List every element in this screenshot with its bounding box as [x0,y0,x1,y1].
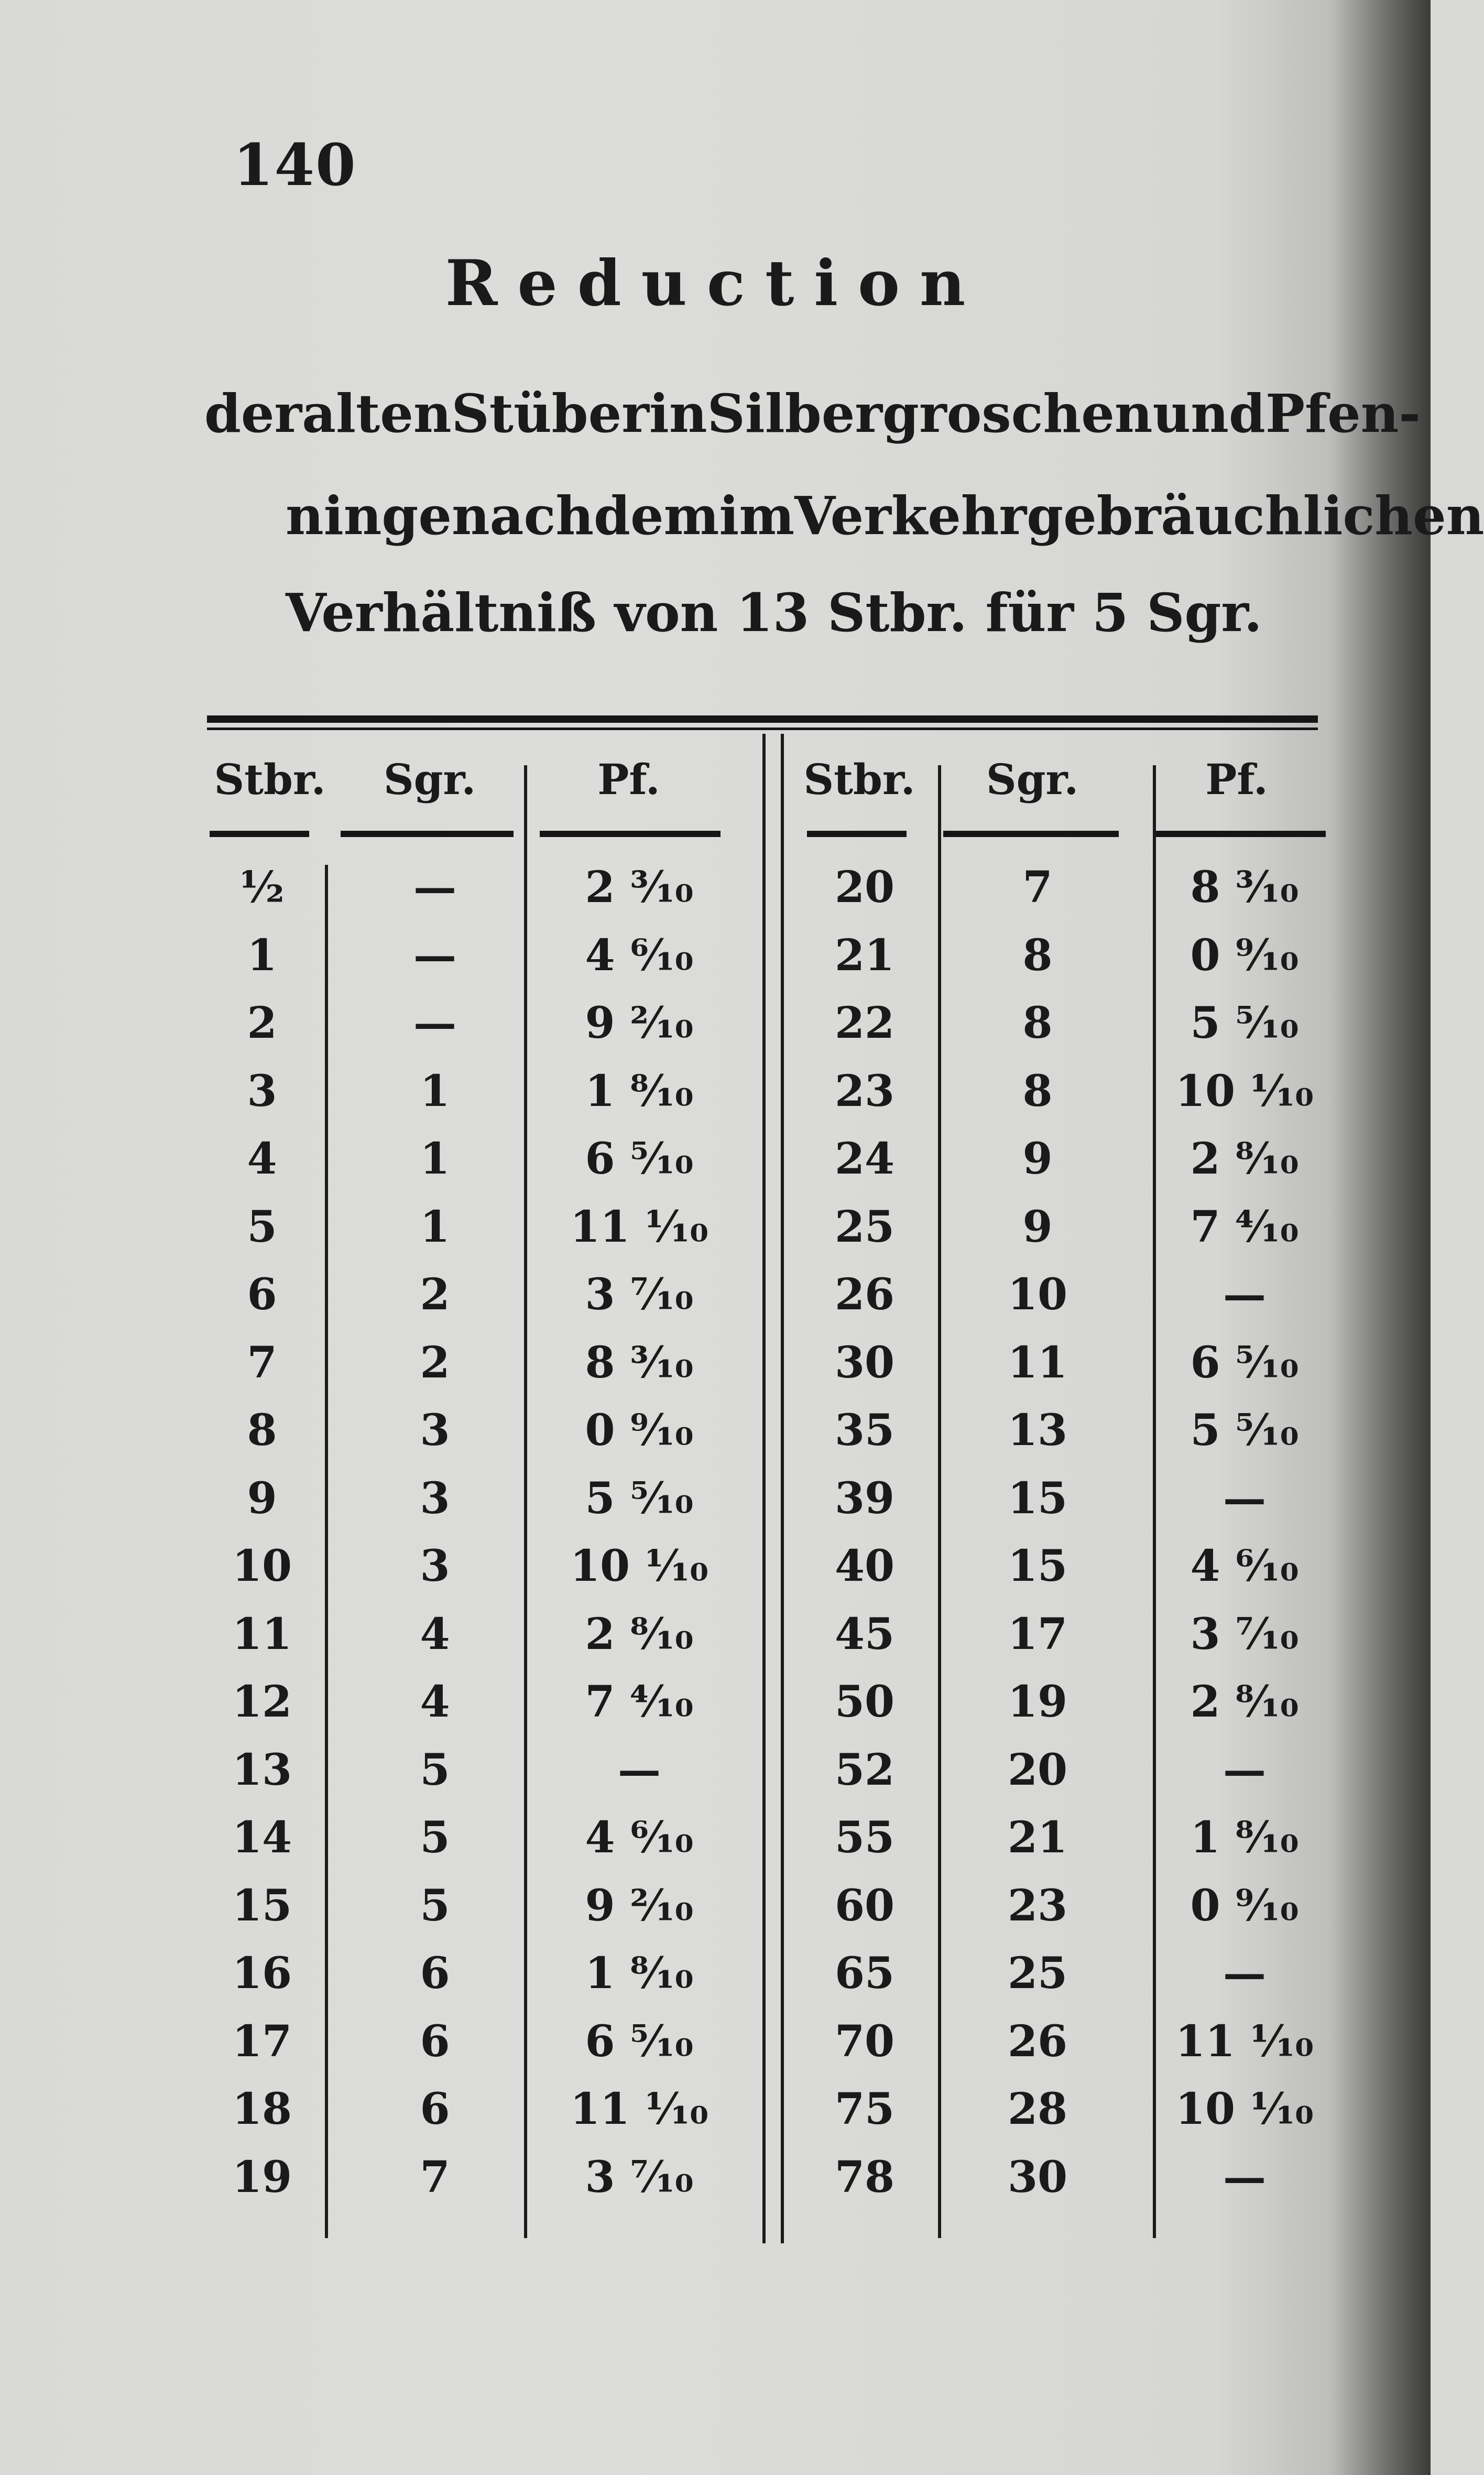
column-divider [325,865,328,2238]
cell-pf: 6 ⁵⁄₁₀ [585,2016,694,2067]
cell-stbr: 12 [232,1677,292,1727]
cell-pf: 0 ⁹⁄₁₀ [585,1405,694,1456]
cell-sgr: 2 [420,1269,450,1320]
cell-stbr: 26 [834,1269,895,1320]
cell-sgr: 1 [420,1134,450,1184]
cell-stbr: 60 [834,1880,895,1931]
cell-pf: 6 ⁵⁄₁₀ [585,1134,694,1184]
cell-stbr: 1 [247,930,277,981]
cell-stbr: 40 [834,1541,895,1591]
cell-pf: 10 ¹⁄₁₀ [1175,2084,1314,2134]
cell-stbr: 25 [834,1201,895,1252]
cell-stbr: 11 [232,1609,292,1659]
page-title: Reduction [445,246,986,320]
cell-stbr: 30 [834,1337,895,1388]
cell-sgr: 20 [1007,1744,1068,1795]
cell-pf: 10 ¹⁄₁₀ [570,1541,709,1591]
cell-pf: 2 ⁸⁄₁₀ [1190,1677,1299,1727]
cell-sgr: 7 [420,2152,450,2202]
column-divider [762,734,766,2243]
cell-sgr: 6 [420,2084,450,2134]
cell-sgr: 9 [1022,1134,1053,1184]
cell-stbr: 52 [834,1744,895,1795]
cell-stbr: 50 [834,1677,895,1727]
cell-sgr: 9 [1022,1201,1053,1252]
cell-stbr: 3 [247,1066,277,1116]
subtitle-text: Verhältniß von 13 Stbr. für 5 Sgr. [286,582,1262,644]
cell-sgr: 17 [1007,1609,1068,1659]
header-rule [807,831,907,837]
cell-sgr: — [413,930,456,981]
cell-pf: 2 ³⁄₁₀ [585,862,694,913]
cell-stbr: 5 [247,1201,277,1252]
table-top-rule-thin [207,728,1318,730]
cell-stbr: 2 [247,998,277,1048]
cell-stbr: 4 [247,1134,277,1184]
header-right-stbr: Stbr. [803,755,915,804]
cell-pf: 4 ⁶⁄₁₀ [585,1812,694,1863]
header-rule [341,831,514,837]
cell-stbr: 20 [834,862,895,913]
subtitle-line-1 [204,383,1421,444]
cell-stbr: 7 [247,1337,277,1388]
cell-sgr: 1 [420,1201,450,1252]
header-rule [540,831,721,837]
cell-stbr: 55 [834,1812,895,1863]
cell-stbr: ½ [239,862,285,913]
cell-stbr: 35 [834,1405,895,1456]
cell-pf: 1 ⁸⁄₁₀ [1190,1812,1299,1863]
column-divider [781,734,784,2243]
column-divider [524,765,527,2238]
cell-pf: 10 ¹⁄₁₀ [1175,1066,1314,1116]
column-divider [1153,765,1156,2238]
cell-stbr: 45 [834,1609,895,1659]
cell-pf: 11 ¹⁄₁₀ [1175,2016,1314,2067]
page-number: 140 [233,131,357,199]
cell-pf: 1 ⁸⁄₁₀ [585,1948,694,1999]
header-rule [943,831,1119,837]
header-rule [210,831,309,837]
subtitle-word: alten [302,383,452,444]
cell-stbr: 15 [232,1880,292,1931]
header-left-sgr: Sgr. [383,755,476,804]
cell-sgr: 28 [1007,2084,1068,2134]
cell-stbr: 8 [247,1405,277,1456]
cell-stbr: 65 [834,1948,895,1999]
cell-sgr: 3 [420,1405,450,1456]
cell-pf: 5 ⁵⁄₁₀ [1190,998,1299,1048]
cell-sgr: 25 [1007,1948,1068,1999]
cell-pf: 5 ⁵⁄₁₀ [585,1473,694,1524]
header-left-stbr: Stbr. [214,755,326,804]
cell-sgr: — [413,998,456,1048]
table-top-rule-thick [207,715,1318,723]
cell-stbr: 14 [232,1812,292,1863]
cell-sgr: 6 [420,2016,450,2067]
cell-sgr: 19 [1007,1677,1068,1727]
cell-stbr: 39 [834,1473,895,1524]
cell-stbr: 13 [232,1744,292,1795]
cell-sgr: 15 [1007,1541,1068,1591]
cell-pf: 0 ⁹⁄₁₀ [1190,930,1299,981]
cell-sgr: 26 [1007,2016,1068,2067]
cell-stbr: 17 [232,2016,292,2067]
cell-sgr: 8 [1022,998,1053,1048]
cell-sgr: 5 [420,1812,450,1863]
cell-stbr: 16 [232,1948,292,1999]
cell-stbr: 9 [247,1473,277,1524]
cell-sgr: 3 [420,1473,450,1524]
cell-pf: — [1223,1948,1266,1999]
cell-pf: 2 ⁸⁄₁₀ [585,1609,694,1659]
cell-pf: — [618,1744,661,1795]
cell-pf: — [1223,1269,1266,1320]
cell-sgr: 15 [1007,1473,1068,1524]
cell-stbr: 24 [834,1134,895,1184]
cell-stbr: 70 [834,2016,895,2067]
cell-sgr: — [413,862,456,913]
cell-sgr: 5 [420,1880,450,1931]
subtitle-word: nach [451,485,594,547]
subtitle-line-3 [286,582,1262,644]
subtitle-word: Pfen- [1265,383,1421,444]
cell-sgr: 8 [1022,1066,1053,1116]
subtitle-line-2 [286,485,1484,547]
subtitle-word: ninge [286,485,452,547]
header-left-pf: Pf. [597,755,660,804]
subtitle-word: in [649,383,707,444]
cell-pf: — [1223,1744,1266,1795]
cell-pf: 4 ⁶⁄₁₀ [585,930,694,981]
cell-sgr: 1 [420,1066,450,1116]
header-right-sgr: Sgr. [986,755,1079,804]
cell-pf: 7 ⁴⁄₁₀ [585,1677,694,1727]
cell-pf: 2 ⁸⁄₁₀ [1190,1134,1299,1184]
subtitle-word: Stüber [451,383,649,444]
cell-pf: 1 ⁸⁄₁₀ [585,1066,694,1116]
subtitle-word: gebräuchlichen [1027,485,1484,547]
cell-stbr: 75 [834,2084,895,2134]
subtitle-word: und [1152,383,1265,444]
cell-pf: 11 ¹⁄₁₀ [570,2084,709,2134]
cell-sgr: 30 [1007,2152,1068,2202]
cell-stbr: 21 [834,930,895,981]
cell-pf: 9 ²⁄₁₀ [585,1880,694,1931]
cell-sgr: 5 [420,1744,450,1795]
cell-pf: 4 ⁶⁄₁₀ [1190,1541,1299,1591]
header-rule [1153,831,1326,837]
cell-sgr: 21 [1007,1812,1068,1863]
cell-stbr: 19 [232,2152,292,2202]
cell-pf: — [1223,2152,1266,2202]
cell-pf: 3 ⁷⁄₁₀ [1190,1609,1299,1659]
cell-stbr: 6 [247,1269,277,1320]
cell-pf: 6 ⁵⁄₁₀ [1190,1337,1299,1388]
cell-sgr: 6 [420,1948,450,1999]
cell-pf: 3 ⁷⁄₁₀ [585,2152,694,2202]
cell-sgr: 3 [420,1541,450,1591]
subtitle-word: dem [594,485,719,547]
cell-stbr: 18 [232,2084,292,2134]
cell-sgr: 10 [1007,1269,1068,1320]
cell-sgr: 13 [1007,1405,1068,1456]
cell-sgr: 4 [420,1609,450,1659]
cell-pf: 5 ⁵⁄₁₀ [1190,1405,1299,1456]
cell-stbr: 22 [834,998,895,1048]
subtitle-word: Verkehr [794,485,1027,547]
column-divider [938,765,941,2238]
cell-sgr: 4 [420,1677,450,1727]
cell-sgr: 23 [1007,1880,1068,1931]
cell-stbr: 78 [834,2152,895,2202]
cell-sgr: 7 [1022,862,1053,913]
subtitle-word: der [204,383,302,444]
subtitle-word: Silbergroschen [707,383,1153,444]
cell-pf: 8 ³⁄₁₀ [1190,862,1299,913]
subtitle-word: im [719,485,795,547]
cell-sgr: 8 [1022,930,1053,981]
cell-pf: 7 ⁴⁄₁₀ [1190,1201,1299,1252]
cell-stbr: 23 [834,1066,895,1116]
cell-sgr: 2 [420,1337,450,1388]
cell-pf: 3 ⁷⁄₁₀ [585,1269,694,1320]
cell-pf: 8 ³⁄₁₀ [585,1337,694,1388]
cell-stbr: 10 [232,1541,292,1591]
cell-sgr: 11 [1007,1337,1068,1388]
cell-pf: — [1223,1473,1266,1524]
cell-pf: 9 ²⁄₁₀ [585,998,694,1048]
cell-pf: 11 ¹⁄₁₀ [570,1201,709,1252]
cell-pf: 0 ⁹⁄₁₀ [1190,1880,1299,1931]
header-right-pf: Pf. [1205,755,1268,804]
